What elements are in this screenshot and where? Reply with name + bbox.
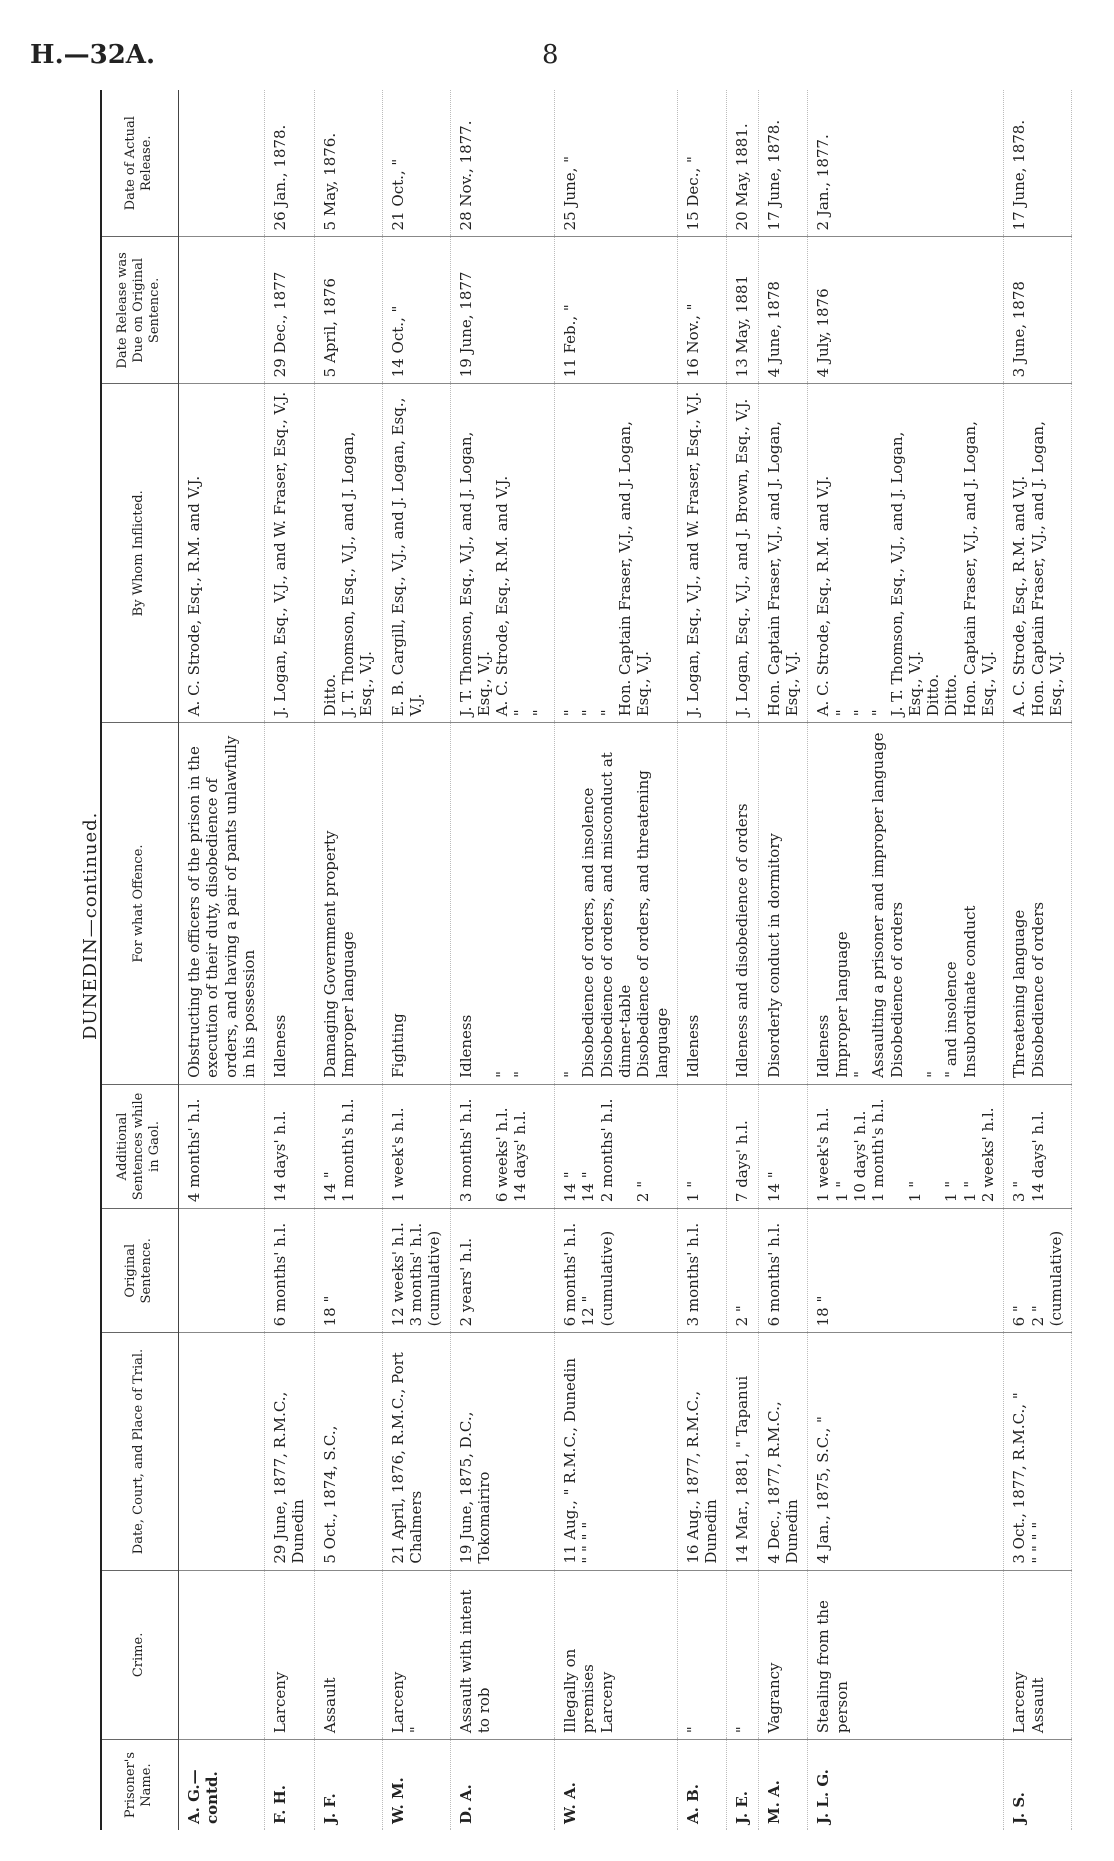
- table-row: [758, 90, 808, 1830]
- cell-due: 3 June, 1878: [1004, 237, 1072, 384]
- cell-name: D. A.: [450, 1740, 554, 1830]
- cell-crime: Vagrancy: [758, 1570, 808, 1739]
- cell-trial: 4 Jan., 1875, S.C., ": [808, 1333, 1004, 1570]
- cell-name: J. E.: [727, 1740, 758, 1830]
- cell-by-whom: J. Logan, Esq., V.J., and W. Fraser, Esq., V.J.: [677, 384, 727, 723]
- rotated-table: [100, 90, 1065, 1830]
- cell-crime: Larceny ": [382, 1570, 450, 1739]
- cell-crime: Illegally on premises Larceny: [555, 1570, 678, 1739]
- cell-name: W. A.: [555, 1740, 678, 1830]
- cell-original: 6 " 2 " (cumulative): [1004, 1209, 1072, 1333]
- cell-crime: Larceny: [265, 1570, 315, 1739]
- cell-due: 5 April, 1876: [314, 237, 382, 384]
- cell-additional: 3 " 14 days' h.l.: [1004, 1084, 1072, 1208]
- cell-additional: 14 " 14 " 2 months' h.l. 2 ": [555, 1084, 678, 1208]
- cell-by-whom: Hon. Captain Fraser, V.J., and J. Logan, Esq., V.J.: [758, 384, 808, 723]
- cell-due: 16 Nov., ": [677, 237, 727, 384]
- cell-name: A. G.—contd.: [179, 1740, 265, 1830]
- table-row: [179, 90, 265, 1830]
- cell-original: 18 ": [808, 1209, 1004, 1333]
- prisoner-records-table: [100, 90, 1072, 1830]
- col-header-name: Prisoner's Name.: [100, 1740, 179, 1830]
- cell-original: 12 weeks' h.l. 3 months' h.l. (cumulative): [382, 1209, 450, 1333]
- cell-additional: 4 months' h.l.: [179, 1084, 265, 1208]
- cell-trial: 5 Oct., 1874, S.C.,: [314, 1333, 382, 1570]
- cell-by-whom: J. Logan, Esq., V.J., and W. Fraser, Esq., V.J.: [265, 384, 315, 723]
- cell-actual: 26 Jan., 1878.: [265, 90, 315, 237]
- cell-additional: 7 days' h.l.: [727, 1084, 758, 1208]
- cell-name: F. H.: [265, 1740, 315, 1830]
- cell-name: J. S.: [1004, 1740, 1072, 1830]
- cell-offence: Fighting: [382, 723, 450, 1085]
- cell-by-whom: A. C. Strode, Esq., R.M. and V.J.: [179, 384, 265, 723]
- header-row: [100, 90, 179, 1830]
- cell-due: [179, 237, 265, 384]
- cell-due: 13 May, 1881: [727, 237, 758, 384]
- cell-trial: 29 June, 1877, R.M.C., Dunedin: [265, 1333, 315, 1570]
- series-code: H.—32A.: [30, 40, 156, 70]
- table-row: [1004, 90, 1072, 1830]
- col-header-crime: Crime.: [100, 1570, 179, 1739]
- cell-original: 2 years' h.l.: [450, 1209, 554, 1333]
- cell-crime: Stealing from the person: [808, 1570, 1004, 1739]
- col-header-actual: Date of Actual Release.: [100, 90, 179, 237]
- cell-actual: 5 May, 1876.: [314, 90, 382, 237]
- cell-offence: Idleness and disobedience of orders: [727, 723, 758, 1085]
- table-row: [265, 90, 315, 1830]
- cell-additional: 14 days' h.l.: [265, 1084, 315, 1208]
- cell-offence: Idleness " ": [450, 723, 554, 1085]
- cell-offence: Idleness Improper language " Assaulting a prisoner and improper language Disobedience of orders " " and insolence Insubordinate conduct: [808, 723, 1004, 1085]
- cell-name: A. B.: [677, 1740, 727, 1830]
- cell-offence: Idleness: [265, 723, 315, 1085]
- cell-original: 3 months' h.l.: [677, 1209, 727, 1333]
- cell-due: 4 June, 1878: [758, 237, 808, 384]
- cell-original: 18 ": [314, 1209, 382, 1333]
- col-header-due: Date Release was Due on Original Sentence.: [100, 237, 179, 384]
- col-header-trial: Date, Court, and Place of Trial.: [100, 1333, 179, 1570]
- table-top-rule: [100, 90, 102, 1830]
- cell-crime: Larceny Assault: [1004, 1570, 1072, 1739]
- cell-crime: Assault: [314, 1570, 382, 1739]
- cell-due: 29 Dec., 1877: [265, 237, 315, 384]
- cell-trial: 21 April, 1876, R.M.C., Port Chalmers: [382, 1333, 450, 1570]
- cell-by-whom: E. B. Cargill, Esq., V.J., and J. Logan, Esq., V.J.: [382, 384, 450, 723]
- cell-by-whom: Ditto. J. T. Thomson, Esq., V.J., and J. Logan, Esq., V.J.: [314, 384, 382, 723]
- cell-offence: Idleness: [677, 723, 727, 1085]
- cell-trial: 11 Aug., " R.M.C., Dunedin " " " ": [555, 1333, 678, 1570]
- cell-trial: 14 Mar., 1881, " Tapanui: [727, 1333, 758, 1570]
- table-body: [179, 90, 1072, 1830]
- section-title: DUNEDIN—continued.: [80, 811, 101, 1040]
- cell-original: 6 months' h.l. 12 " (cumulative): [555, 1209, 678, 1333]
- cell-trial: 4 Dec., 1877, R.M.C., Dunedin: [758, 1333, 808, 1570]
- cell-by-whom: J. Logan, Esq., V.J., and J. Brown, Esq., V.J.: [727, 384, 758, 723]
- cell-original: 2 ": [727, 1209, 758, 1333]
- table-row: [382, 90, 450, 1830]
- cell-by-whom: " " " Hon. Captain Fraser, V.J., and J. Logan, Esq., V.J.: [555, 384, 678, 723]
- cell-actual: 2 Jan., 1877.: [808, 90, 1004, 237]
- cell-trial: [179, 1333, 265, 1570]
- cell-actual: [179, 90, 265, 237]
- cell-additional: 1 week's h.l. 1 " 10 days' h.l. 1 month's h.l. 1 " 1 " 1 " 2 weeks' h.l.: [808, 1084, 1004, 1208]
- cell-name: J. F.: [314, 1740, 382, 1830]
- col-header-additional: Additional Sentences while in Gaol.: [100, 1084, 179, 1208]
- cell-by-whom: A. C. Strode, Esq., R.M. and V.J. Hon. Captain Fraser, V.J., and J. Logan, Esq., V.J.: [1004, 384, 1072, 723]
- cell-additional: 1 week's h.l.: [382, 1084, 450, 1208]
- cell-original: 6 months' h.l.: [758, 1209, 808, 1333]
- cell-actual: 25 June, ": [555, 90, 678, 237]
- cell-additional: 14 ": [758, 1084, 808, 1208]
- cell-offence: Threatening language Disobedience of orders: [1004, 723, 1072, 1085]
- cell-offence: " Disobedience of orders, and insolence Disobedience of orders, and misconduct at dinner-table Disobedience of orders, and threatening language: [555, 723, 678, 1085]
- page-number: 8: [542, 40, 559, 70]
- cell-crime: ": [677, 1570, 727, 1739]
- cell-by-whom: A. C. Strode, Esq., R.M. and V.J. " " " J. T. Thomson, Esq., V.J., and J. Logan, Esq., V.J. Ditto. Ditto. Hon. Captain Fraser, V.J., and J. Logan, Esq., V.J.: [808, 384, 1004, 723]
- cell-due: 11 Feb., ": [555, 237, 678, 384]
- cell-additional: 14 " 1 month's h.l.: [314, 1084, 382, 1208]
- cell-trial: 19 June, 1875, D.C., Tokomairiro: [450, 1333, 554, 1570]
- cell-name: J. L. G.: [808, 1740, 1004, 1830]
- col-header-by-whom: By Whom Inflicted.: [100, 384, 179, 723]
- table-row: [808, 90, 1004, 1830]
- cell-offence: Disorderly conduct in dormitory: [758, 723, 808, 1085]
- cell-trial: 3 Oct., 1877, R.M.C., " " " " ": [1004, 1333, 1072, 1570]
- table-row: [555, 90, 678, 1830]
- col-header-original: Original Sentence.: [100, 1209, 179, 1333]
- table-row: [727, 90, 758, 1830]
- cell-offence: Damaging Government property Improper language: [314, 723, 382, 1085]
- cell-original: [179, 1209, 265, 1333]
- cell-due: 19 June, 1877: [450, 237, 554, 384]
- cell-actual: 17 June, 1878.: [758, 90, 808, 237]
- table-row: [450, 90, 554, 1830]
- cell-actual: 17 June, 1878.: [1004, 90, 1072, 237]
- col-header-offence: For what Offence.: [100, 723, 179, 1085]
- cell-name: M. A.: [758, 1740, 808, 1830]
- cell-actual: 21 Oct., ": [382, 90, 450, 237]
- cell-crime: ": [727, 1570, 758, 1739]
- cell-actual: 28 Nov., 1877.: [450, 90, 554, 237]
- table-row: [677, 90, 727, 1830]
- table-row: [314, 90, 382, 1830]
- cell-due: 14 Oct., ": [382, 237, 450, 384]
- cell-by-whom: J. T. Thomson, Esq., V.J., and J. Logan, Esq., V.J. A. C. Strode, Esq., R.M. and V.J. " ": [450, 384, 554, 723]
- cell-additional: 1 ": [677, 1084, 727, 1208]
- cell-crime: Assault with intent to rob: [450, 1570, 554, 1739]
- cell-actual: 15 Dec., ": [677, 90, 727, 237]
- cell-trial: 16 Aug., 1877, R.M.C., Dunedin: [677, 1333, 727, 1570]
- cell-name: W. M.: [382, 1740, 450, 1830]
- cell-original: 6 months' h.l.: [265, 1209, 315, 1333]
- cell-actual: 20 May, 1881.: [727, 90, 758, 237]
- cell-additional: 3 months' h.l. 6 weeks' h.l. 14 days' h.l.: [450, 1084, 554, 1208]
- cell-offence: Obstructing the officers of the prison in the execution of their duty, disobedience of orders, and having a pair of pants unlawfully in his possession: [179, 723, 265, 1085]
- cell-crime: [179, 1570, 265, 1739]
- cell-due: 4 July, 1876: [808, 237, 1004, 384]
